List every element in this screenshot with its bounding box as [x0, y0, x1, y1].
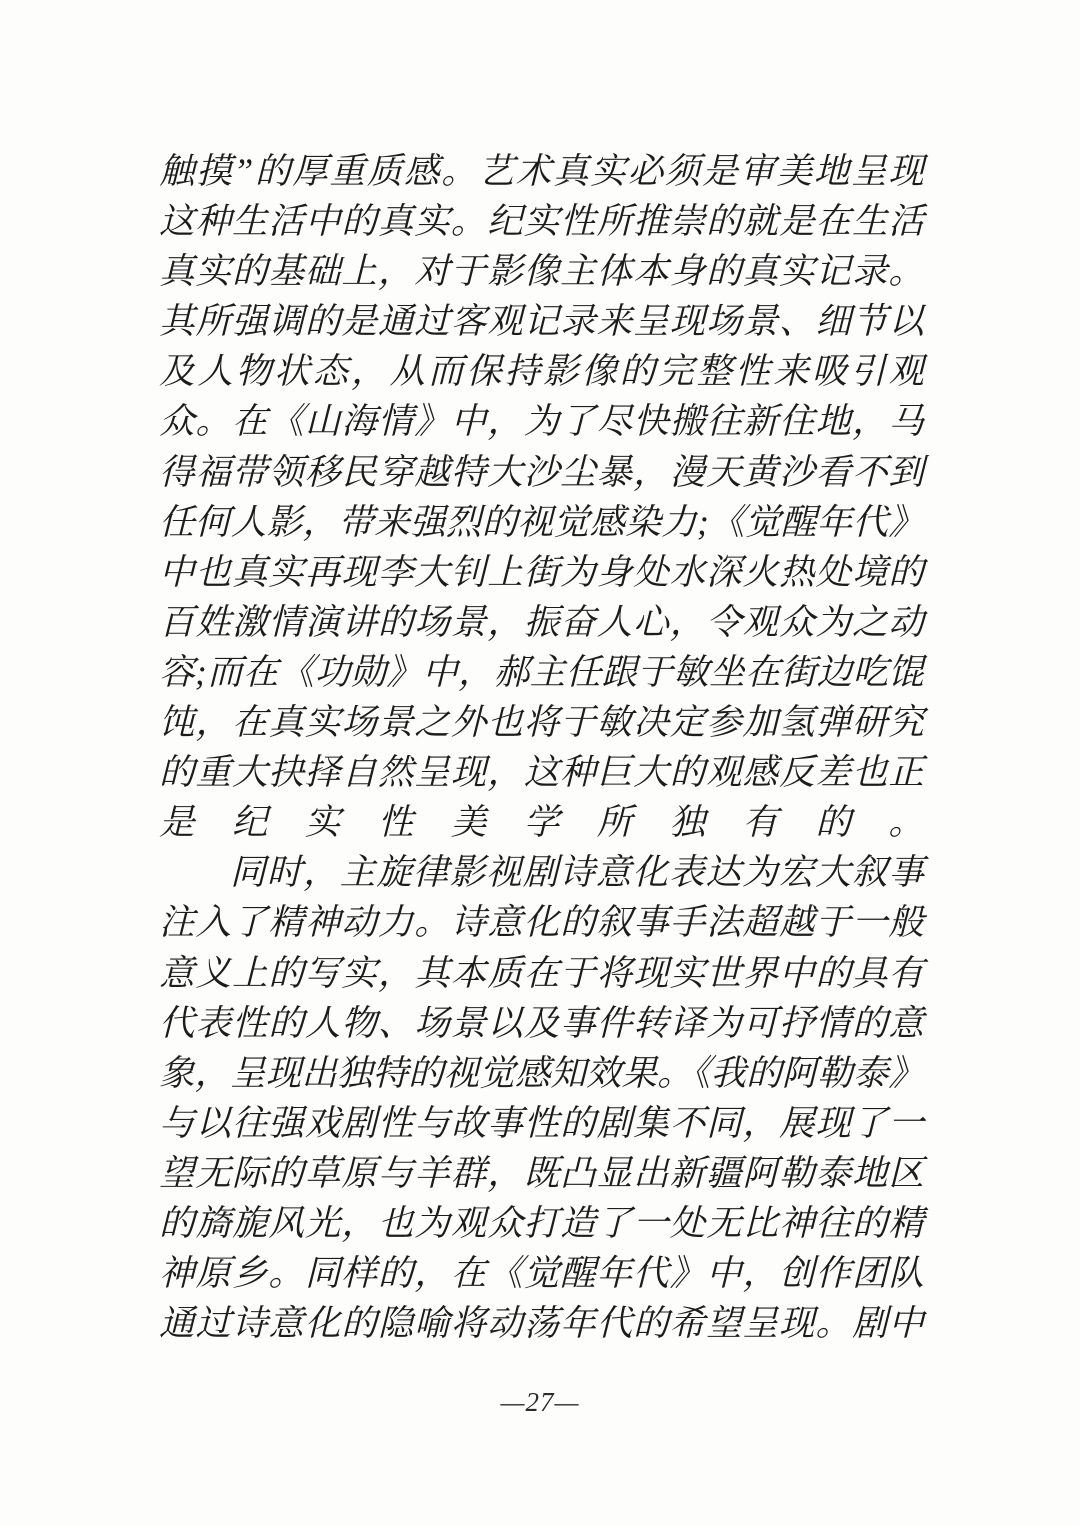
page-number: —27— [500, 1387, 580, 1417]
body-paragraph-poetic-expression: 同时，主旋律影视剧诗意化表达为宏大叙事注入了精神动力。诗意化的叙事手法超越于一般意义上的写实，其本质在于将现实世界中的具有代表性的人物、场景以及事件转译为可抒情的意象，呈现出独特的视觉感知效果。《我的阿勒泰》与以往强戏剧性与故事性的剧集不同，展现了一望无际的草原与羊群，既凸显出新疆阿勒泰地区的旖旎风光，也为观众打造了一处无比神往的精神原乡。同样的，在《觉醒年代》中，创作团队通过诗意化的隐喻将动荡年代的希望呈现。剧中 [159, 852, 924, 1344]
body-paragraph-continuation: 触摸”的厚重质感。艺术真实必须是审美地呈现这种生活中的真实。纪实性所推崇的就是在生活真实的基础上，对于影像主体本身的真实记录。其所强调的是通过客观记录来呈现场景、细节以及人物状态，从而保持影像的完整性来吸引观众。在《山海情》中，为了尽快搬往新住地，马得福带领移民穿越特大沙尘暴，漫天黄沙看不到任何人影，带来强烈的视觉感染力;《觉醒年代》中也真实再现李大钊上街为身处水深火热处境的百姓激情演讲的场景，振奋人心，令观众为之动容;而在《功勋》中，郝主任跟于敏坐在街边吃馄饨，在真实场景之外也将于敏决定参加氢弹研究的重大抉择自然呈现，这种巨大的观感反差也正是纪实性美学所独有的。 [159, 151, 924, 843]
page-text-body [159, 146, 924, 1348]
page-footer [0, 1387, 1080, 1418]
